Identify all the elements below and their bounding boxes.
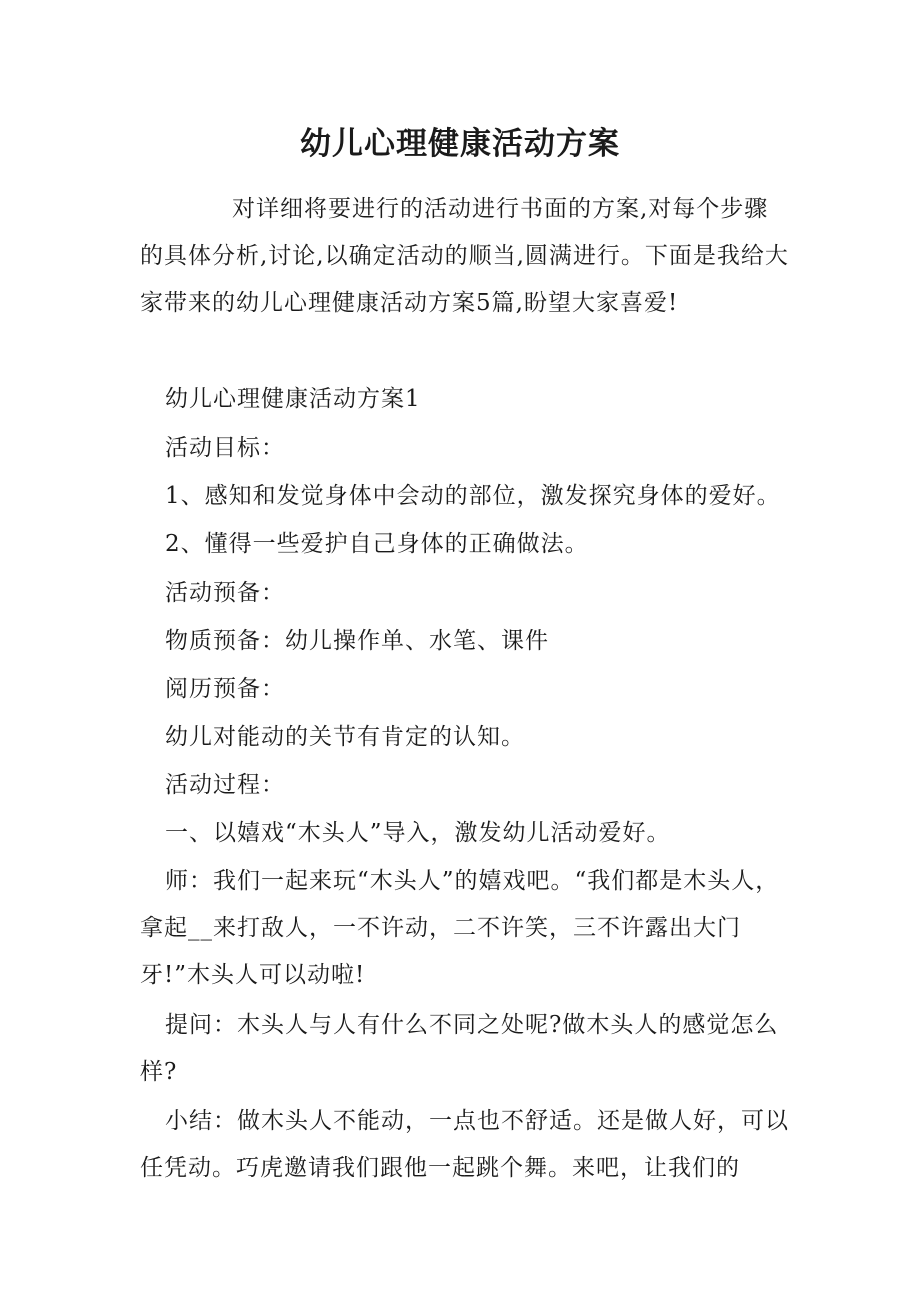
prep-material: 物质预备：幼儿操作单、水笔、课件	[165, 628, 549, 654]
goal-item-2: 2、懂得一些爱护自己身体的正确做法。	[165, 531, 589, 557]
document-title: 幼儿心理健康活动方案	[300, 126, 620, 162]
question-paragraph: 提问：木头人与人有什么不同之处呢?做木头人的感觉怎么样?	[140, 1012, 779, 1085]
prep-heading: 活动预备：	[165, 580, 285, 606]
prep-experience-heading: 阅历预备：	[165, 676, 285, 702]
process-heading: 活动过程：	[165, 772, 285, 798]
section-title: 幼儿心理健康活动方案1	[165, 386, 421, 412]
teacher-paragraph: 师：我们一起来玩“木头人”的嬉戏吧。“我们都是木头人，拿起__来打敌人，一不许动，二不许笑，三不许露出大门牙!”木头人可以动啦!	[140, 868, 780, 988]
goal-item-1: 1、感知和发觉身体中会动的部位，激发探究身体的爱好。	[165, 483, 781, 509]
goal-heading: 活动目标：	[165, 435, 285, 461]
step-1: 一、以嬉戏“木头人”导入，激发幼儿活动爱好。	[165, 820, 671, 846]
intro-paragraph: 对详细将要进行的活动进行书面的方案,对每个步骤的具体分析,讨论,以确定活动的顺当,圆满进行。下面是我给大家带来的幼儿心理健康活动方案5篇,盼望大家喜爱!	[140, 196, 789, 316]
summary-paragraph: 小结：做木头人不能动，一点也不舒适。还是做人好，可以任凭动。巧虎邀请我们跟他一起跳个舞。来吧，让我们的	[140, 1108, 789, 1181]
prep-experience: 幼儿对能动的关节有肯定的认知。	[165, 724, 525, 750]
